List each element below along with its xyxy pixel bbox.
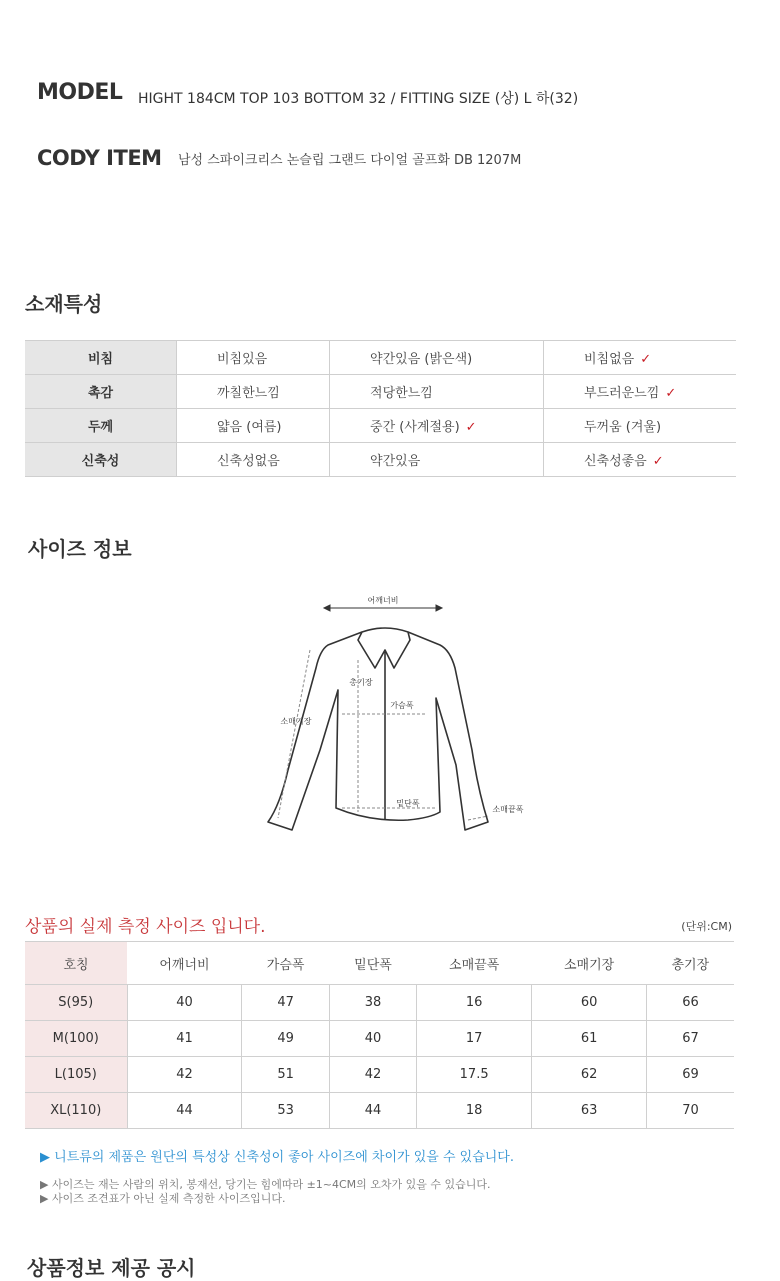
size-cell: 17.5 [417, 1057, 532, 1093]
size-cell: 17 [417, 1021, 532, 1057]
material-option-label: 신축성없음 [217, 454, 280, 469]
size-cell: 70 [647, 1093, 734, 1129]
size-row-label: M(100) [25, 1021, 127, 1057]
table-row [25, 985, 734, 1021]
size-cell: 53 [242, 1093, 329, 1129]
material-option [330, 443, 544, 477]
material-option-label: 신축성좋음 [583, 454, 647, 469]
table-row [25, 1057, 734, 1093]
size-column-header: 어깨너비 [127, 942, 242, 985]
diagram-label-hem: 밑단폭 [396, 799, 420, 808]
material-option [543, 341, 736, 375]
product-notice-title: 상품정보 제공 공시 [27, 1256, 196, 1280]
size-column-header: 소매기장 [532, 942, 647, 985]
size-cell: 16 [417, 985, 532, 1021]
size-cell: 67 [647, 1021, 734, 1057]
model-label: MODEL [37, 80, 123, 105]
size-cell: 42 [329, 1057, 416, 1093]
diagram-label-length: 총기장 [349, 678, 373, 687]
diagram-label-cuff: 소매끝폭 [492, 805, 524, 814]
size-cell: 60 [532, 985, 647, 1021]
size-cell: 69 [647, 1057, 734, 1093]
material-row-header: 비침 [25, 341, 177, 375]
material-option-label: 두꺼움 (겨울) [583, 420, 662, 435]
size-table-heading: 상품의 실제 측정 사이즈 입니다. [25, 917, 266, 937]
material-option [543, 375, 736, 409]
material-option-label: 비침있음 [217, 352, 268, 367]
size-info-title: 사이즈 정보 [28, 537, 132, 561]
size-row-label: L(105) [25, 1057, 127, 1093]
checkmark-icon: ✓ [640, 352, 652, 367]
garment-measurement-diagram [250, 590, 550, 840]
checkmark-icon: ✓ [652, 454, 664, 469]
knit-notice: ▶ 니트류의 제품은 원단의 특성상 신축성이 좋아 사이즈에 차이가 있을 수 있습니다. [40, 1150, 514, 1165]
size-cell: 40 [127, 985, 242, 1021]
material-option-label: 중간 (사계절용) [370, 420, 460, 435]
material-row [25, 375, 736, 409]
material-option [543, 409, 736, 443]
cody-item-text: 남성 스파이크리스 논슬립 그랜드 다이얼 골프화 DB 1207M [178, 153, 522, 168]
material-option-label: 적당한느낌 [370, 386, 433, 401]
measurement-note-1: ▶ 사이즈는 재는 사람의 위치, 봉재선, 당기는 힘에따라 ±1~4CM의 오차가 있을 수 있습니다. [40, 1178, 491, 1191]
size-cell: 66 [647, 985, 734, 1021]
jacket-collar [358, 628, 410, 668]
material-option [330, 409, 544, 443]
size-table [25, 941, 734, 1129]
diagram-label-shoulder: 어깨너비 [367, 596, 399, 605]
table-row [25, 1021, 734, 1057]
material-section-title: 소재특성 [25, 292, 103, 316]
size-cell: 49 [242, 1021, 329, 1057]
size-cell: 63 [532, 1093, 647, 1129]
size-cell: 62 [532, 1057, 647, 1093]
material-option [177, 375, 330, 409]
size-cell: 44 [329, 1093, 416, 1129]
checkmark-icon: ✓ [665, 386, 677, 401]
model-info-text: HIGHT 184CM TOP 103 BOTTOM 32 / FITTING SIZE (상) L 하(32) [138, 91, 579, 107]
cody-item-label: CODY ITEM [37, 146, 162, 170]
material-option-label: 부드러운느낌 [583, 386, 660, 401]
size-cell: 61 [532, 1021, 647, 1057]
size-cell: 51 [242, 1057, 329, 1093]
diagram-label-chest: 가슴폭 [390, 701, 414, 710]
size-cell: 18 [417, 1093, 532, 1129]
size-cell: 40 [329, 1021, 416, 1057]
material-option [330, 375, 544, 409]
material-option [330, 341, 544, 375]
size-cell: 38 [329, 985, 416, 1021]
size-cell: 42 [127, 1057, 242, 1093]
size-cell: 41 [127, 1021, 242, 1057]
material-option-label: 약간있음 [370, 454, 421, 469]
size-column-header: 밑단폭 [329, 942, 416, 985]
size-column-header: 호칭 [25, 942, 127, 985]
material-row [25, 409, 736, 443]
material-row-header: 신축성 [25, 443, 177, 477]
material-option-label: 얇음 (여름) [217, 420, 282, 435]
size-table-unit: (단위:CM) [681, 920, 732, 933]
size-cell: 44 [127, 1093, 242, 1129]
size-cell: 47 [242, 985, 329, 1021]
material-row-header: 촉감 [25, 375, 177, 409]
diagram-label-sleeve-length: 소매기장 [280, 717, 312, 726]
material-option-label: 약간있음 (밝은색) [370, 352, 473, 367]
material-table [25, 340, 736, 477]
material-row [25, 443, 736, 477]
table-row [25, 1093, 734, 1129]
material-option-label: 까칠한느낌 [217, 386, 280, 401]
size-row-label: S(95) [25, 985, 127, 1021]
material-option [177, 443, 330, 477]
material-row [25, 341, 736, 375]
size-row-label: XL(110) [25, 1093, 127, 1129]
material-option-label: 비침없음 [583, 352, 635, 367]
checkmark-icon: ✓ [465, 420, 477, 435]
material-row-header: 두께 [25, 409, 177, 443]
size-column-header: 가슴폭 [242, 942, 329, 985]
measurement-note-2: ▶ 사이즈 조견표가 아닌 실제 측정한 사이즈입니다. [40, 1192, 286, 1205]
material-option [177, 409, 330, 443]
material-option [177, 341, 330, 375]
material-option [543, 443, 736, 477]
size-column-header: 소매끝폭 [417, 942, 532, 985]
size-column-header: 총기장 [647, 942, 734, 985]
